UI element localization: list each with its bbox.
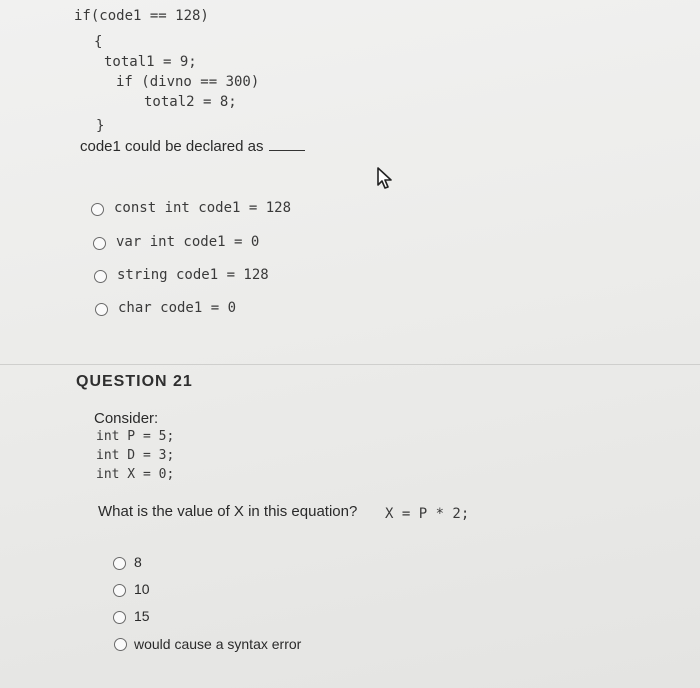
question-21-title: QUESTION 21: [76, 373, 193, 390]
radio-button[interactable]: [113, 611, 126, 624]
code-line: if(code1 == 128): [74, 8, 209, 24]
code-line: total2 = 8;: [144, 94, 237, 110]
question-21-prompt: What is the value of X in this equation?: [98, 503, 358, 520]
code-line: {: [94, 34, 103, 50]
option-label: would cause a syntax error: [134, 636, 302, 652]
option-label: char code1 = 0: [118, 300, 237, 316]
option-label: var int code1 = 0: [116, 234, 260, 250]
radio-button[interactable]: [113, 584, 126, 597]
mouse-cursor-icon: [375, 166, 397, 190]
question-divider: [0, 364, 700, 365]
option-label: string code1 = 128: [117, 267, 269, 283]
answer-blank: [269, 150, 305, 151]
question-20-prompt: [80, 138, 305, 155]
code-line: if (divno == 300): [116, 74, 260, 90]
option-label: 10: [134, 581, 150, 597]
radio-button[interactable]: [91, 203, 104, 216]
code-line: int X = 0;: [96, 467, 175, 482]
option-label: 15: [134, 608, 150, 624]
equation: X = P * 2;: [385, 506, 470, 522]
code-line: int P = 5;: [96, 429, 175, 444]
prompt-text: code1 could be declared as: [80, 138, 264, 155]
radio-button[interactable]: [93, 237, 106, 250]
radio-button[interactable]: [113, 557, 126, 570]
consider-label: Consider:: [94, 410, 159, 427]
code-line: int D = 3;: [96, 448, 175, 463]
code-line: }: [96, 118, 105, 134]
radio-button[interactable]: [114, 638, 127, 651]
radio-button[interactable]: [95, 303, 108, 316]
option-label: 8: [134, 554, 142, 570]
option-label: const int code1 = 128: [114, 200, 292, 216]
code-line: total1 = 9;: [104, 54, 197, 70]
radio-button[interactable]: [94, 270, 107, 283]
